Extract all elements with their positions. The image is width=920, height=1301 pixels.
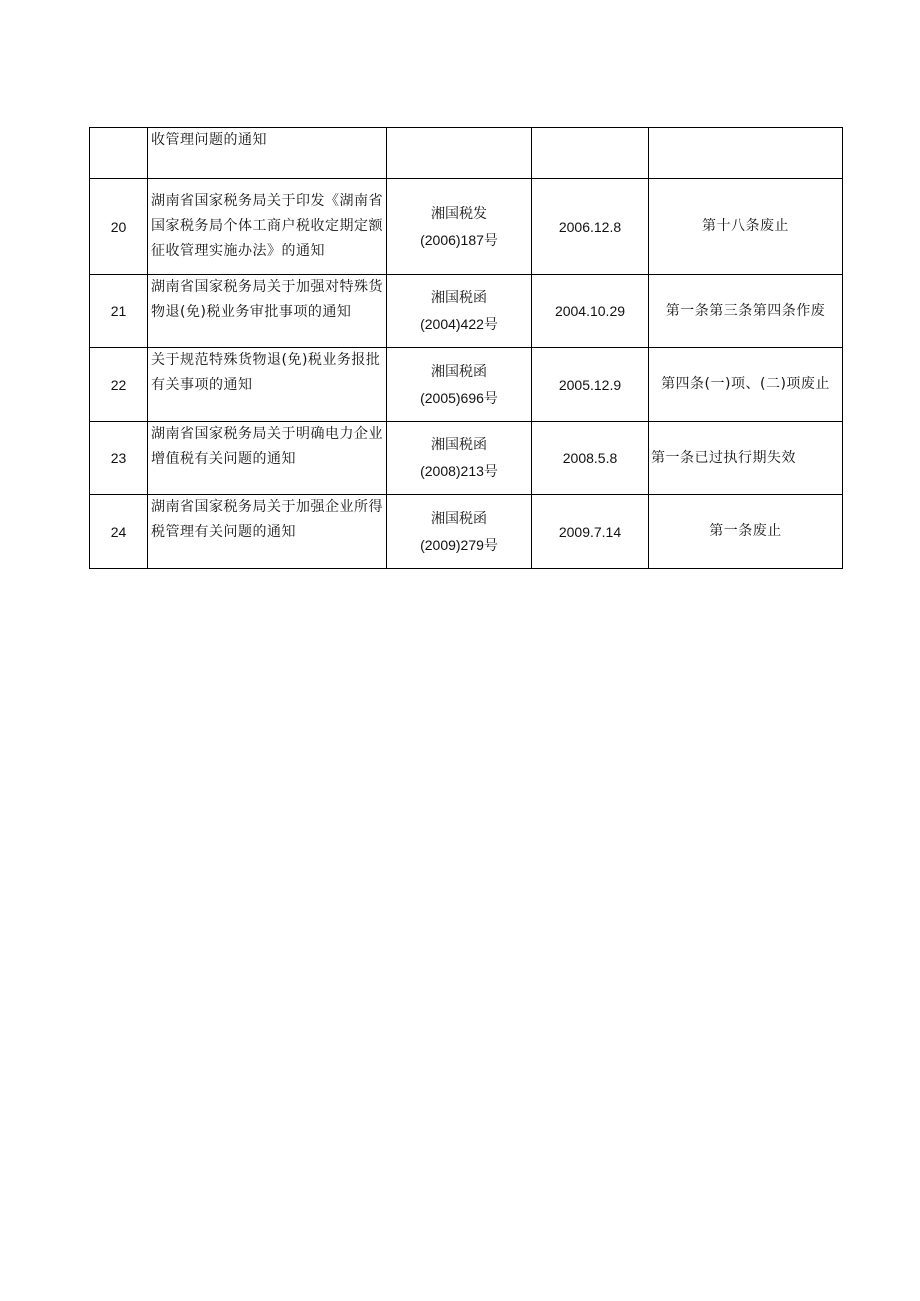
regulation-table [89, 127, 843, 569]
cell-title [148, 179, 387, 275]
title-text: 湖南省国家税务局关于加强对特殊货物退(免)税业务审批事项的通知 [151, 279, 383, 320]
doc-prefix: 湘国税发 [431, 205, 487, 222]
title-text: 关于规范特殊货物退(免)税业务报批有关事项的通知 [151, 352, 381, 393]
cell-note [649, 128, 843, 179]
title-text: 湖南省国家税务局关于明确电力企业增值税有关问题的通知 [151, 426, 383, 467]
note-text: 第十八条废止 [702, 218, 789, 234]
title-text: 收管理问题的通知 [151, 132, 267, 148]
table-row-continuation [90, 128, 843, 179]
doc-prefix: 湘国税函 [431, 510, 487, 527]
cell-title [148, 275, 387, 348]
title-text: 湖南省国家税务局关于印发《湖南省国家税务局个体工商户税收定期定额征收管理实施办法》的通知 [151, 193, 383, 259]
cell-title [148, 495, 387, 569]
doc-prefix: 湘国税函 [431, 290, 487, 306]
cell-note [649, 275, 843, 348]
doc-number: (2009)279号 [420, 536, 498, 553]
cell-doc-number [387, 422, 532, 495]
cell-doc-number [387, 348, 532, 422]
title-text: 湖南省国家税务局关于加强企业所得税管理有关问题的通知 [151, 499, 383, 540]
cell-date: 2008.5.8 [532, 422, 649, 495]
cell-doc-number [387, 179, 532, 275]
cell-note [649, 179, 843, 275]
cell-doc-number [387, 275, 532, 348]
cell-date: 2005.12.9 [532, 348, 649, 422]
note-text: 第一条已过执行期失效 [651, 449, 796, 466]
cell-doc-number [387, 495, 532, 569]
cell-note [649, 422, 843, 495]
cell-no [90, 128, 148, 179]
cell-no: 23 [90, 422, 148, 495]
cell-date: 2009.7.14 [532, 495, 649, 569]
doc-number: (2005)696号 [420, 389, 498, 406]
doc-prefix: 湘国税函 [431, 437, 487, 453]
table-row [90, 495, 843, 569]
cell-date: 2004.10.29 [532, 275, 649, 348]
doc-prefix: 湘国税函 [431, 363, 487, 380]
cell-note [649, 348, 843, 422]
table-row [90, 422, 843, 495]
cell-title [148, 422, 387, 495]
table-row [90, 275, 843, 348]
cell-no: 22 [90, 348, 148, 422]
cell-no: 24 [90, 495, 148, 569]
cell-no: 20 [90, 179, 148, 275]
cell-date [532, 128, 649, 179]
cell-note [649, 495, 843, 569]
doc-number: (2008)213号 [420, 463, 498, 479]
cell-title [148, 348, 387, 422]
cell-doc-number [387, 128, 532, 179]
table-row [90, 179, 843, 275]
cell-title [148, 128, 387, 179]
note-text: 第一条废止 [709, 523, 782, 539]
doc-number: (2006)187号 [420, 231, 498, 248]
doc-number: (2004)422号 [420, 316, 498, 332]
note-text: 第四条(一)项、(二)项废止 [661, 376, 830, 392]
table-row [90, 348, 843, 422]
note-text: 第一条第三条第四条作废 [665, 302, 826, 319]
cell-date: 2006.12.8 [532, 179, 649, 275]
cell-no: 21 [90, 275, 148, 348]
